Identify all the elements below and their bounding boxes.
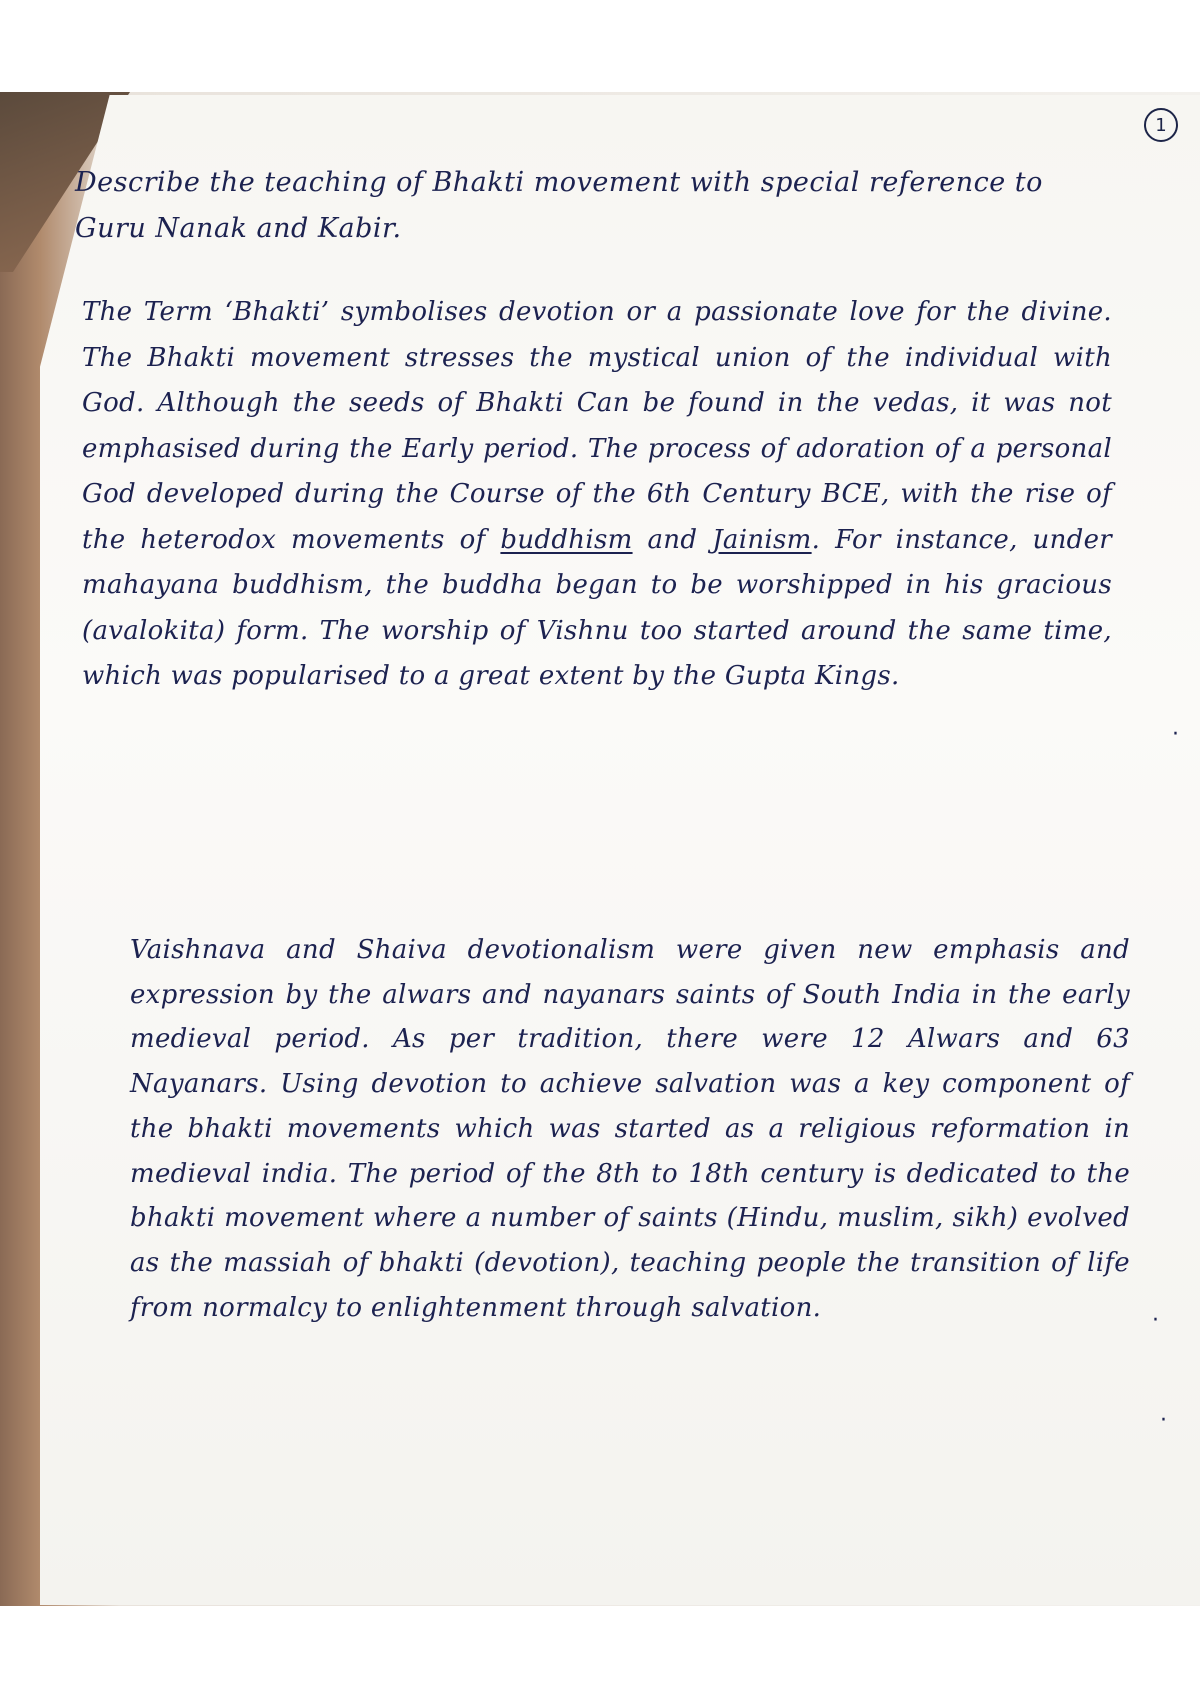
answer-paragraph-1 — [82, 290, 1112, 700]
margin-mark: · — [1172, 722, 1179, 747]
page-number: 1 — [1144, 108, 1178, 142]
bottom-margin — [0, 1606, 1200, 1698]
paragraph-text: The Term ‘Bhakti’ symbolises devotion or a passionate love for the divine. The Bhakti movement stresses the mystical union of the individual with God. Although the seeds of Bhakti Can be found in the vedas, it was not emphasised during the Early period. The process of adoration of a personal God developed during the Course of the 6th Century BCE, with the rise of the heterodox movements of — [82, 297, 1112, 555]
underlined-term-buddhism: buddhism — [500, 524, 633, 555]
paragraph-text: and — [632, 524, 713, 555]
paragraph-text: . For instance, under mahayana buddhism, the buddha began to be worshipped in his gracious (avalokita) form. The worship of Vishnu too started around the same time, which was popularised to a great extent by the Gupta Kings. — [82, 524, 1113, 691]
margin-mark: · — [1152, 1308, 1159, 1333]
margin-mark: · — [1160, 1408, 1167, 1433]
question-heading: Describe the teaching of Bhakti movement with special reference to Guru Nanak and Kabir. — [75, 167, 1043, 244]
answer-paragraph-2: Vaishnava and Shaiva devotionalism were given new emphasis and expression by the alwars and nayanars saints of South India in the early medieval period. As per tradition, there were 12 Alwars and 63 Nayanars. Using devotion to achieve salvation was a key component of the bhakti movements which was started as a religious reformation in medieval india. The period of the 8th to 18th century is dedicated to the bhakti movement where a number of saints (Hindu, muslim, sikh) evolved as the massiah of bhakti (devotion), teaching people the transition of life from normalcy to enlightenment through salvation. — [130, 935, 1130, 1323]
underlined-term-jainism: Jainism — [712, 524, 812, 555]
